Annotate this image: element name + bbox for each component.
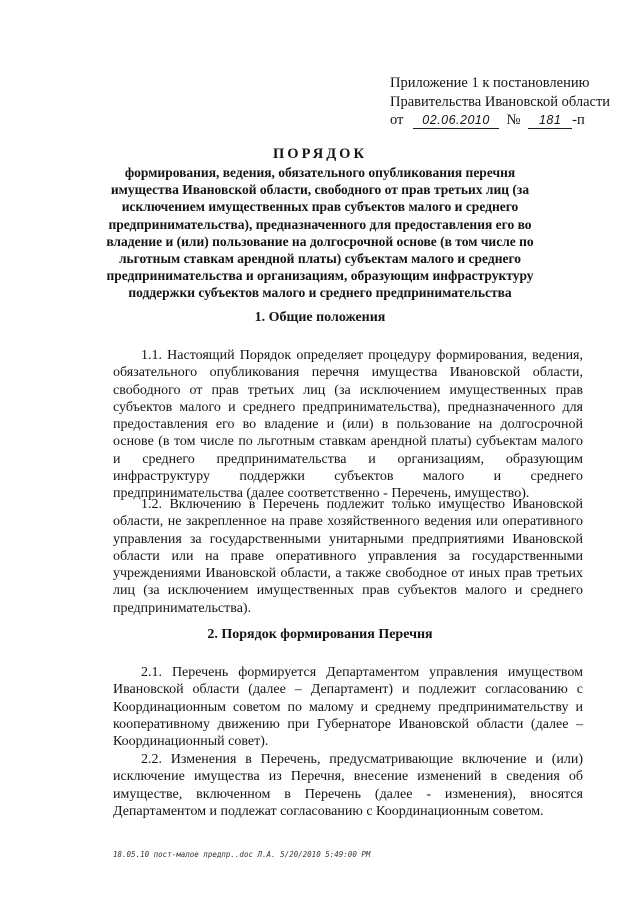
appendix-number: 181	[528, 113, 572, 129]
paragraph-2-1: 2.1. Перечень формируется Департаментом управления имуществом Ивановской области (далее – Департамент) и подлежит согласованию с Координационным советом по малому и среднему предпринимательству и кооперативному движению при Губернаторе Ивановской области (далее – Координационный совет).	[113, 665, 583, 750]
appendix-suffix: -п	[572, 112, 585, 128]
appendix-date-number-row	[390, 111, 620, 130]
section-2-heading: 2. Порядок формирования Перечня	[207, 627, 433, 642]
paragraph-1-1: 1.1. Настоящий Порядок определяет процедуру формирования, ведения, обязательного опубликования перечня имущества Ивановской области, свободного от прав третьих лиц (за исключением имущественных прав субъектов малого и среднего предпринимательства), предназначенного для предоставления его во владение и (или) в пользование на долгосрочной основе (в том числе по льготным ставкам арендной платы) субъектам малого и среднего предпринимательства и организациям, образующим инфраструктуру поддержки субъектов малого и среднего предпринимательства (далее соответственно - Перечень, имущество).	[113, 348, 583, 502]
paragraph-2-2: 2.2. Изменения в Перечень, предусматривающие включение и (или) исключение имущества из Перечня, внесение изменений в сведения об имуществе, включенном в Перечень (далее - изменения), вносятся Департаментом и подлежат согласованию с Координационным советом.	[113, 752, 583, 819]
appendix-block	[390, 74, 620, 130]
appendix-line-2: Правительства Ивановской области	[390, 93, 611, 110]
paragraph-1-2: 1.2. Включению в Перечень подлежит только имущество Ивановской области, не закрепленное на праве хозяйственного ведения или оперативного управления за государственными унитарными предприятиями Ивановской области или на праве оперативного управления за государственными учреждениями Ивановской области, а также свободное от иных прав третьих лиц (за исключением имущественных прав субъектов малого и среднего предпринимательства).	[113, 497, 583, 616]
appendix-date: 02.06.2010	[413, 113, 499, 129]
appendix-line-1: Приложение 1 к постановлению	[390, 75, 590, 91]
appendix-number-label: №	[506, 112, 521, 128]
section-1-heading: 1. Общие положения	[254, 310, 386, 325]
document-subtitle: формирования, ведения, обязательного опубликования перечня имущества Ивановской области, свободного от прав третьих лиц (за исключением имущественных прав субъектов малого и среднего предпринимательства), предназначенного для предоставления его во владение и (или) пользование на долгосрочной основе (в том числе по льготным ставкам арендной платы) субъектам малого и среднего предпринимательства и организациям, образующим инфраструктуру поддержки субъектов малого и среднего предпринимательства	[106, 165, 534, 301]
appendix-from-label: от	[390, 112, 404, 128]
document-title: ПОРЯДОК	[273, 146, 367, 162]
file-footer: 18.05.10 пост-малое предпр..doc Л.А. 5/20/2010 5:49:00 PM	[113, 850, 371, 859]
